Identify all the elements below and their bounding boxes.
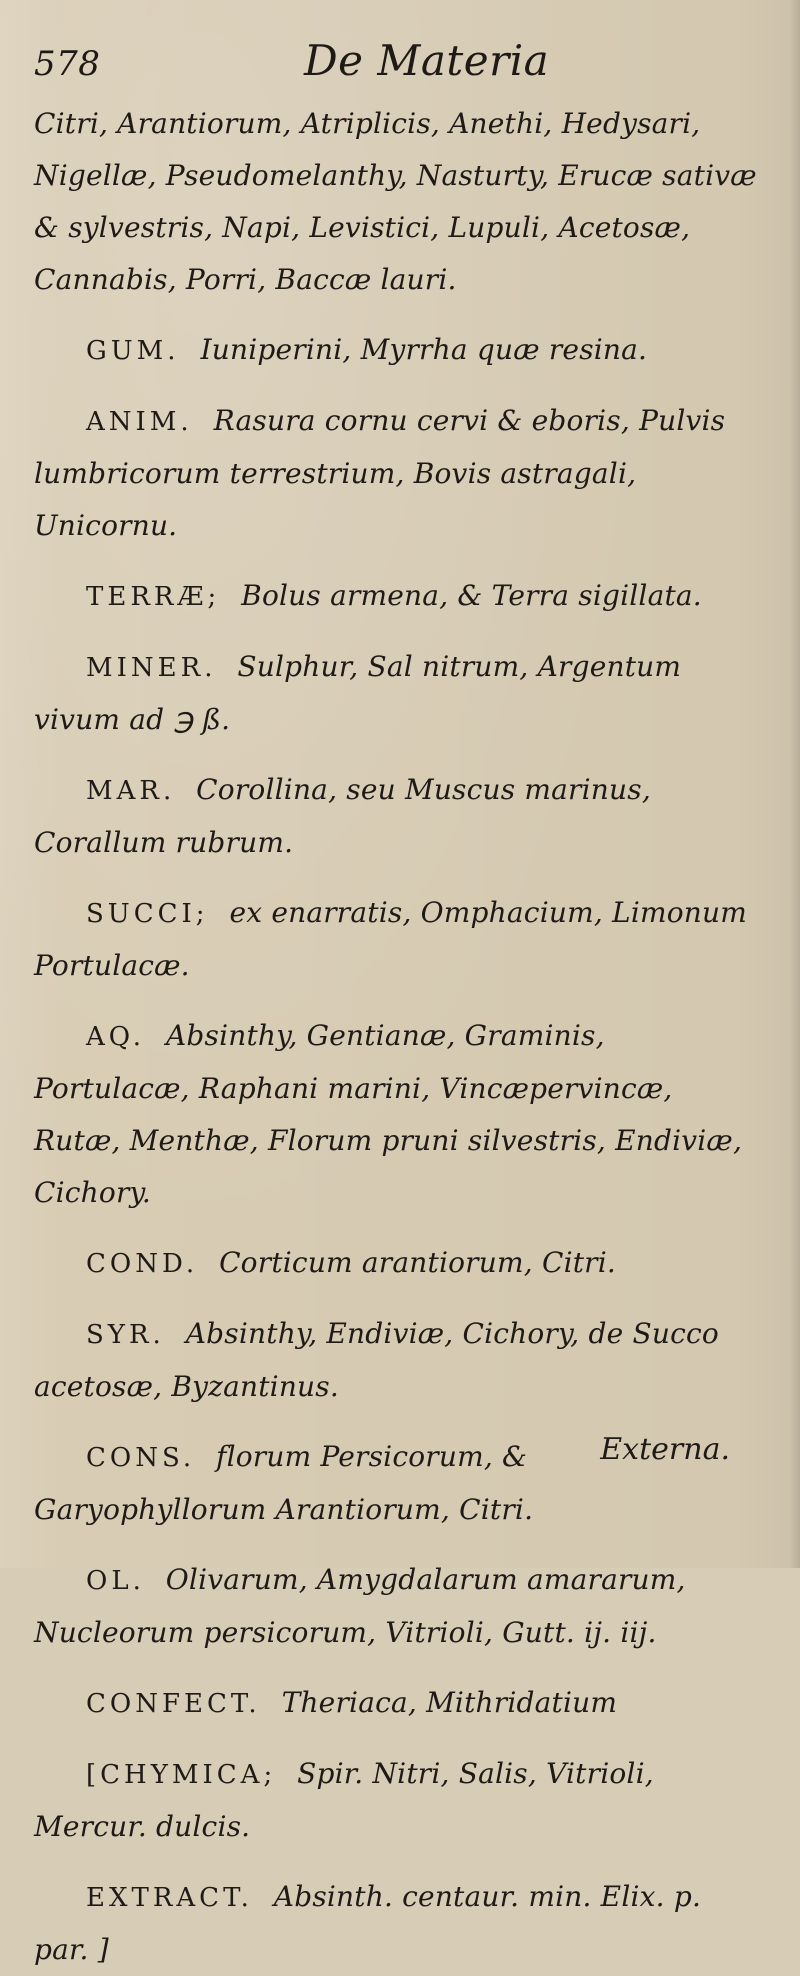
paragraph-gum-lead: GUM. xyxy=(86,336,180,366)
paragraph-extract-lead: EXTRACT. xyxy=(86,1883,253,1913)
paragraph-succi-lead: SUCCI; xyxy=(86,899,209,929)
paragraph-cond xyxy=(34,1237,758,1290)
paragraph-anim-lead: ANIM. xyxy=(86,407,193,437)
paragraph-mar-text: Corollina, seu Muscus marinus, Corallum rubrum. xyxy=(34,773,651,859)
paragraph-gum xyxy=(34,324,758,377)
paragraph-succi-text: ex enarratis, Omphacium, Limonum Portulacæ. xyxy=(34,896,748,982)
paragraph-succi xyxy=(34,887,758,992)
paragraph-chymica-text: Spir. Nitri, Salis, Vitrioli, Mercur. dulcis. xyxy=(34,1757,654,1843)
paragraph-chymica-lead: [CHYMICA; xyxy=(86,1760,277,1790)
page-content xyxy=(34,98,758,1976)
paragraph-ol xyxy=(34,1554,758,1659)
paragraph-aq-text: Absinthy, Gentianæ, Graminis, Portulacæ, Raphani marini, Vincæpervincæ, Rutæ, Menthæ, Florum pruni silvestris, Endiviæ, Cichory. xyxy=(34,1019,743,1209)
paragraph-extract-text: Absinth. centaur. min. Elix. p. par. ] xyxy=(34,1880,702,1966)
page-header xyxy=(34,34,756,85)
paragraph-ol-lead: OL. xyxy=(86,1566,145,1596)
running-head: De Materia xyxy=(304,36,550,85)
paragraph-terrae-lead: TERRÆ; xyxy=(86,582,221,612)
paragraph-cons-text: florum Persicorum, & Garyophyllorum Arantiorum, Citri. xyxy=(34,1440,534,1526)
paragraph-terrae xyxy=(34,570,758,623)
paragraph-syr-lead: SYR. xyxy=(86,1320,165,1350)
paragraph-miner xyxy=(34,641,758,746)
paragraph-anim-text: Rasura cornu cervi & eboris, Pulvis lumbricorum terrestrium, Bovis astragali, Unicornu. xyxy=(34,404,726,542)
paragraph-terrae-text: Bolus armena, & Terra sigillata. xyxy=(241,579,702,612)
paragraph-intro-text: Citri, Arantiorum, Atriplicis, Anethi, Hedysari, Nigellæ, Pseudomelanthy, Nasturty, Erucæ sativæ & sylvestris, Napi, Levistici, Lupuli, Acetosæ, Cannabis, Porri, Baccæ lauri. xyxy=(34,107,757,296)
paragraph-miner-lead: MINER. xyxy=(86,653,217,683)
paragraph-extract xyxy=(34,1871,758,1976)
paragraph-mar-lead: MAR. xyxy=(86,776,176,806)
paragraph-aq xyxy=(34,1010,758,1219)
paragraph-gum-text: Iuniperini, Myrrha quæ resina. xyxy=(200,333,648,366)
paragraph-confect xyxy=(34,1677,758,1730)
paragraph-confect-text: Theriaca, Mithridatium xyxy=(281,1686,618,1719)
paragraph-anim xyxy=(34,395,758,552)
paragraph-cond-lead: COND. xyxy=(86,1249,199,1279)
page-number: 578 xyxy=(34,44,101,84)
page-edge-shadow xyxy=(790,0,800,1568)
paragraph-chymica xyxy=(34,1748,758,1853)
catchword: Externa. xyxy=(600,1432,730,1467)
paragraph-cons-lead: CONS. xyxy=(86,1443,196,1473)
paragraph-confect-lead: CONFECT. xyxy=(86,1689,261,1719)
paragraph-syr xyxy=(34,1308,758,1413)
paragraph-miner-text: Sulphur, Sal nitrum, Argentum vivum ad ℈ ß. xyxy=(34,650,682,736)
paragraph-aq-lead: AQ. xyxy=(86,1022,146,1052)
paragraph-intro xyxy=(34,98,758,306)
paragraph-syr-text: Absinthy, Endiviæ, Cichory, de Succo acetosæ, Byzantinus. xyxy=(34,1317,719,1403)
paragraph-cond-text: Corticum arantiorum, Citri. xyxy=(219,1246,617,1279)
paragraph-ol-text: Olivarum, Amygdalarum amararum, Nucleorum persicorum, Vitrioli, Gutt. ij. iij. xyxy=(34,1563,686,1649)
paragraph-mar xyxy=(34,764,758,869)
